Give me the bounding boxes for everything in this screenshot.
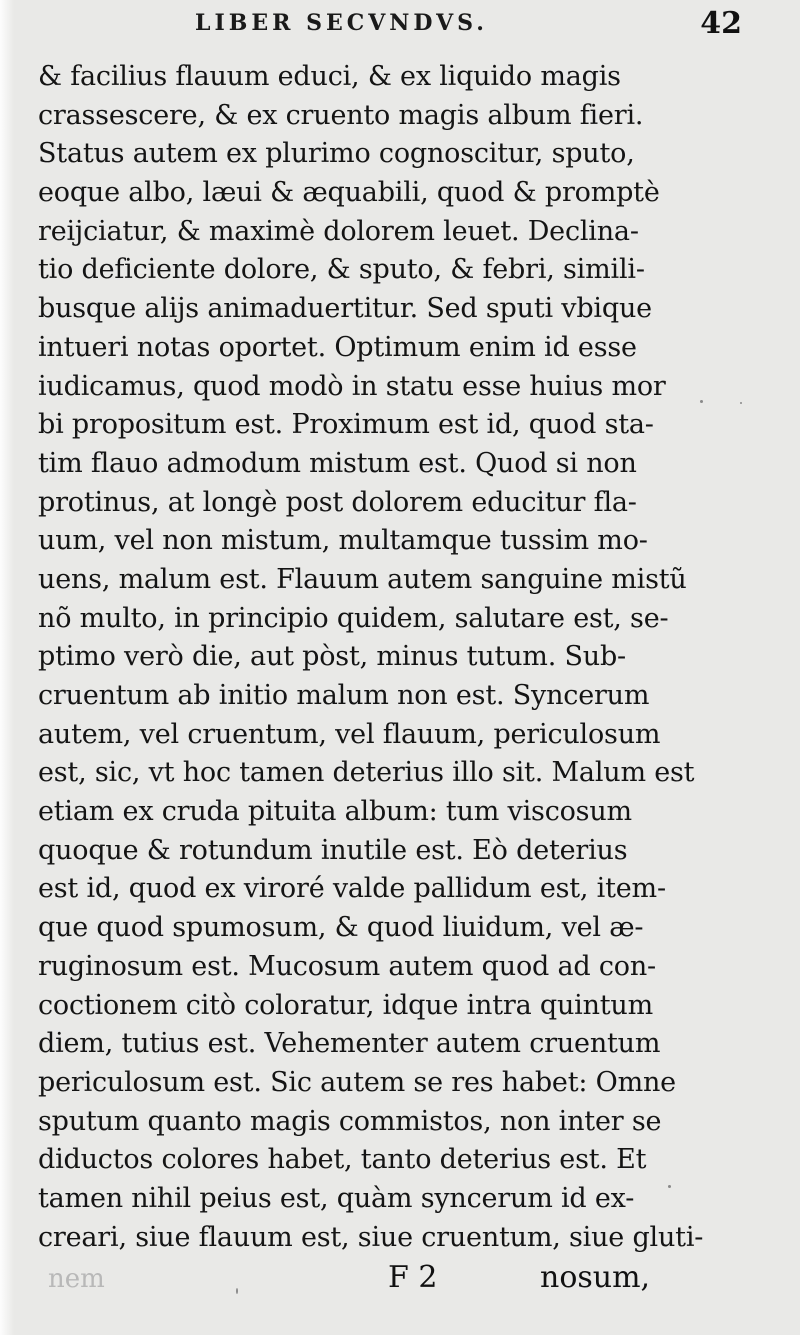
text-block bbox=[38, 58, 704, 1257]
text-line: Status autem ex plurimo cognoscitur, sputo, bbox=[38, 138, 635, 170]
text-line: diem, tutius est. Vehementer autem cruentum bbox=[38, 1028, 661, 1060]
text-line: uens, malum est. Flauum autem sanguine mistũ bbox=[38, 563, 687, 595]
text-line: quoque & rotundum inutile est. Eò deterius bbox=[38, 834, 628, 866]
running-head: LIBER SECVNDVS. bbox=[195, 10, 488, 36]
text-line: bi propositum est. Proximum est id, quod sta- bbox=[38, 409, 654, 441]
text-line: sputum quanto magis commistos, non inter se bbox=[38, 1105, 662, 1137]
paper-speck bbox=[700, 400, 703, 403]
text-line: busque alijs animaduertitur. Sed sputi vbique bbox=[38, 293, 652, 325]
paper-speck bbox=[668, 1185, 671, 1188]
text-line: eoque albo, læui & æquabili, quod & promptè bbox=[38, 177, 660, 209]
signature-mark: F 2 bbox=[388, 1260, 438, 1295]
catchword: nosum, bbox=[540, 1260, 651, 1295]
text-line: cruentum ab initio malum non est. Syncerum bbox=[38, 680, 650, 711]
text-line: creari, siue flauum est, siue cruentum, siue gluti- bbox=[38, 1221, 704, 1253]
text-line: reijciatur, & maximè dolorem leuet. Declina- bbox=[38, 215, 639, 247]
paper-speck bbox=[236, 1288, 238, 1294]
text-line: est, sic, vt hoc tamen deterius illo sit. Malum est bbox=[38, 757, 695, 789]
text-line: tio deficiente dolore, & sputo, & febri, simili- bbox=[38, 254, 645, 286]
text-line: intueri notas oportet. Optimum enim id esse bbox=[38, 331, 637, 363]
text-line: autem, vel cruentum, vel flauum, periculosum bbox=[38, 718, 661, 750]
text-line: coctionem citò coloratur, idque intra quintum bbox=[38, 989, 654, 1021]
text-line: nõ multo, in principio quidem, salutare est, se- bbox=[38, 602, 669, 634]
text-line: iudicamus, quod modò in statu esse huius mor bbox=[38, 370, 666, 402]
text-line: diductos colores habet, tanto deterius est. Et bbox=[38, 1144, 647, 1176]
page-edge bbox=[0, 0, 14, 1335]
text-line: uum, vel non mistum, multamque tussim mo- bbox=[38, 525, 648, 557]
text-line: est id, quod ex viroré valde pallidum est, item- bbox=[38, 873, 666, 905]
text-line: protinus, at longè post dolorem educitur fla- bbox=[38, 486, 637, 518]
text-line: tamen nihil peius est, quàm syncerum id ex- bbox=[38, 1182, 635, 1214]
text-line: crassescere, & ex cruento magis album fieri. bbox=[38, 99, 644, 131]
text-line: tim flauo admodum mistum est. Quod si non bbox=[38, 447, 637, 479]
text-line: que quod spumosum, & quod liuidum, vel æ- bbox=[38, 912, 644, 944]
page-number: 42 bbox=[700, 6, 742, 41]
text-line: & facilius flauum educi, & ex liquido magis bbox=[38, 61, 621, 92]
text-line: periculosum est. Sic autem se res habet: Omne bbox=[38, 1066, 676, 1098]
text-line: ruginosum est. Mucosum autem quod ad con- bbox=[38, 950, 656, 982]
text-line: ptimo verò die, aut pòst, minus tutum. Sub- bbox=[38, 641, 626, 673]
bleed-through-text: nem bbox=[48, 1264, 105, 1294]
text-line: etiam ex cruda pituita album: tum viscosum bbox=[38, 796, 632, 828]
paper-speck bbox=[740, 402, 742, 404]
